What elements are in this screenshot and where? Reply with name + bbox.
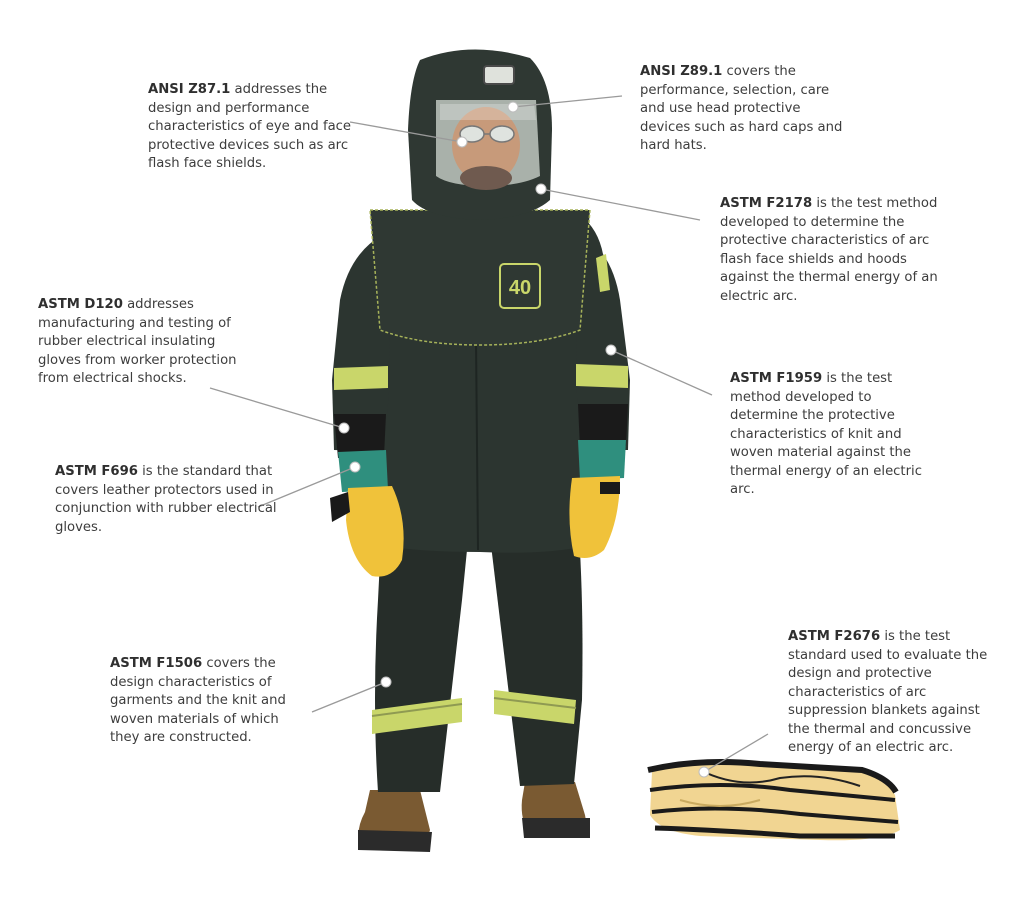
callout-code: ASTM D120 (38, 297, 123, 312)
callout-text: covers the performance, selection, care and use head protective devices such as hard caps and hard hats. (640, 64, 843, 153)
callout-text: is the test standard used to evaluate the design and protective characteristics of arc suppression blankets against the thermal and concussive energy of an electric arc. (788, 629, 988, 755)
callout-text: addresses the design and performance characteristics of eye and face protective devices such as arc flash face shields. (148, 82, 352, 171)
worker-figure (330, 49, 630, 852)
arc-suppression-blanket (648, 762, 900, 840)
arc-flash-hood (408, 49, 552, 220)
callout-text: is the test method developed to determine the protective characteristics of arc flash face shields and hoods against the thermal energy of an electric arc. (720, 196, 938, 304)
callout-code: ANSI Z87.1 (148, 82, 231, 97)
callout-ansi-z87-1 (148, 81, 353, 174)
callout-code: ASTM F1506 (110, 656, 203, 671)
callout-astm-f696 (55, 463, 280, 537)
boots (358, 782, 590, 852)
callout-code: ASTM F1959 (730, 371, 823, 386)
callout-text: is the test method developed to determine the protective characteristics of knit and woven material against the thermal energy of an electric arc. (730, 371, 922, 497)
hood-bib (370, 210, 590, 345)
arc-flash-pants (372, 520, 583, 792)
callout-text: is the standard that covers leather protectors used in conjunction with rubber electrical gloves. (55, 464, 277, 535)
callout-astm-f1506 (110, 655, 310, 748)
callout-code: ASTM F696 (55, 464, 138, 479)
hood-patch-number: 40 (508, 277, 532, 299)
callout-astm-f1959 (730, 370, 930, 500)
callout-astm-f2178 (720, 195, 945, 306)
callout-code: ASTM F2676 (788, 629, 881, 644)
callout-code: ANSI Z89.1 (640, 64, 723, 79)
callout-astm-f2676 (788, 628, 1003, 758)
callout-code: ASTM F2178 (720, 196, 813, 211)
callout-ansi-z89-1 (640, 63, 850, 156)
callout-astm-d120 (38, 296, 260, 389)
callout-text: addresses manufacturing and testing of rubber electrical insulating gloves from worker protection from electrical shocks. (38, 297, 237, 386)
hood-vent (484, 66, 514, 84)
callout-text: covers the design characteristics of garments and the knit and woven materials of which they are constructed. (110, 656, 286, 745)
